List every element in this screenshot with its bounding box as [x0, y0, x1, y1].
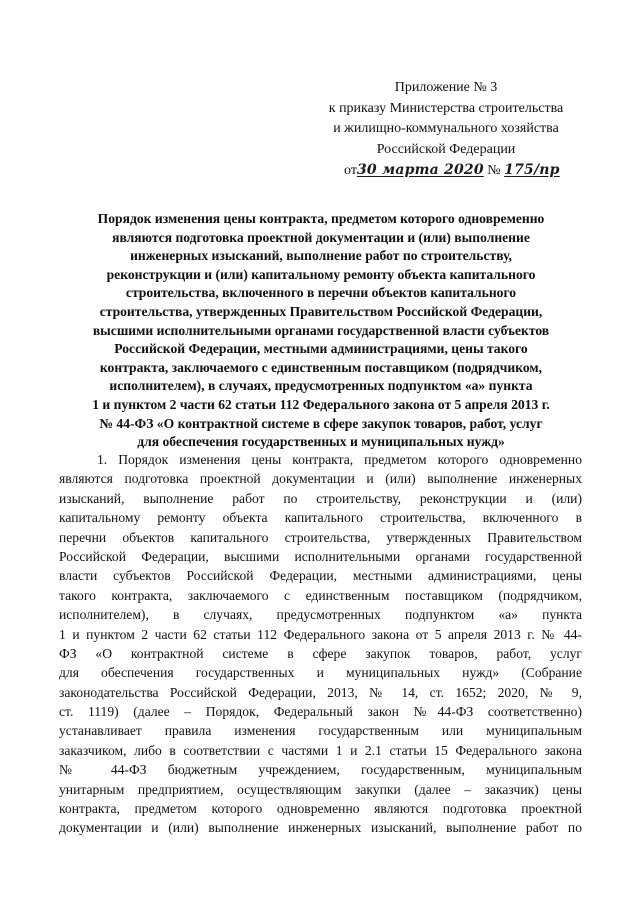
body-line: власти субъектов Российской Федерации, местными администрациями, цены: [59, 568, 582, 584]
body-line: такого контракта, заключаемого с единственным поставщиком (подрядчиком,: [59, 587, 582, 603]
appendix-ministry: и жилищно-коммунального хозяйства: [333, 121, 559, 136]
title-line: 1 и пунктом 2 части 62 статьи 112 Федерального закона от 5 апреля 2013 г.: [92, 396, 550, 412]
number-prefix: №: [487, 163, 501, 178]
document-title: [48, 210, 594, 452]
body-line: контракта, предметом которого одновременно являются подготовка проектной: [59, 801, 582, 817]
title-line: для обеспечения государственных и муниципальных нужд»: [137, 434, 505, 450]
title-line: Порядок изменения цены контракта, предметом которого одновременно: [97, 211, 545, 226]
title-line: исполнителем), в случаях, предусмотренных подпунктом «а» пункта: [109, 378, 533, 394]
title-line: являются подготовка проектной документации и (или) выполнение: [112, 229, 530, 245]
handwritten-order-number: 175/пр: [504, 162, 560, 178]
title-line: контракта, заключаемого с единственным поставщиком (подрядчиком,: [99, 359, 543, 375]
body-line: законодательства Российской Федерации, 2013, № 14, ст. 1652; 2020, № 9,: [59, 684, 582, 700]
body-line: капитальному ремонту объекта капитального строительства, включенного в: [59, 510, 582, 526]
body-line: устанавливает правила изменения государственным или муниципальным: [59, 723, 582, 739]
body-line: заказчиком, либо в соответствии с частями 1 и 2.1 статьи 15 Федерального закона: [59, 742, 582, 758]
title-line: высшими исполнительными органами государственной власти субъектов: [92, 322, 550, 338]
title-line: № 44-ФЗ «О контрактной системе в сфере закупок товаров, работ, услуг: [99, 415, 543, 431]
body-line: изысканий, выполнение работ по строительству, реконструкции и (или): [59, 490, 582, 506]
body-line: ст. 1119) (далее – Порядок, Федеральный закон №44-ФЗ соответственно): [59, 704, 582, 720]
appendix-order-ref: к приказу Министерства строительства: [328, 100, 564, 116]
body-line: являются подготовка проектной документации и (или) выполнение инженерных: [59, 471, 582, 487]
body-line: ФЗ «О контрактной системе в сфере закупок товаров, работ, услуг: [59, 645, 582, 661]
body-line: Российской Федерации, высшими исполнительными органами государственной: [59, 548, 582, 564]
title-line: инженерных изысканий, выполнение работ по строительству,: [130, 248, 512, 264]
body-line: для обеспечения государственных и муниципальных нужд» (Собрание: [59, 665, 582, 681]
body-line: перечни объектов капитального строительства, утвержденных Правительством: [59, 529, 582, 545]
title-line: Российской Федерации, местными администрациями, цены такого: [114, 341, 528, 357]
handwritten-date: 30 марта 2020: [356, 162, 484, 178]
date-prefix: от: [344, 163, 357, 178]
appendix-number: Приложение № 3: [394, 80, 498, 95]
body-line: унитарным предприятием, осуществляющим закупки (далее – заказчик) цены: [59, 781, 582, 797]
title-line: строительства, включенного в перечни объектов капитального: [125, 285, 517, 301]
body-line: № 44-ФЗ бюджетным учреждением, государственным, муниципальным: [59, 762, 582, 778]
appendix-country: Российской Федерации: [376, 141, 516, 157]
title-line: строительства, утвержденных Правительством Российской Федерации,: [99, 303, 543, 319]
body-line: исполнителем), в случаях, предусмотренных подпунктом «а» пункта: [59, 607, 582, 623]
title-line: реконструкции и (или) капитальному ремонту объекта капитального: [106, 266, 536, 282]
appendix-header: [296, 78, 596, 182]
body-paragraph: [59, 450, 582, 838]
order-date-line: [296, 160, 596, 182]
body-line: документации и (или) выполнение инженерных изысканий, выполнение работ по: [59, 820, 582, 836]
body-line: 1. Порядок изменения цены контракта, предметом которого одновременно: [97, 452, 582, 467]
body-line: 1 и пунктом 2 части 62 статьи 112 Федерального закона от 5 апреля 2013 г. № 44-: [59, 626, 582, 642]
